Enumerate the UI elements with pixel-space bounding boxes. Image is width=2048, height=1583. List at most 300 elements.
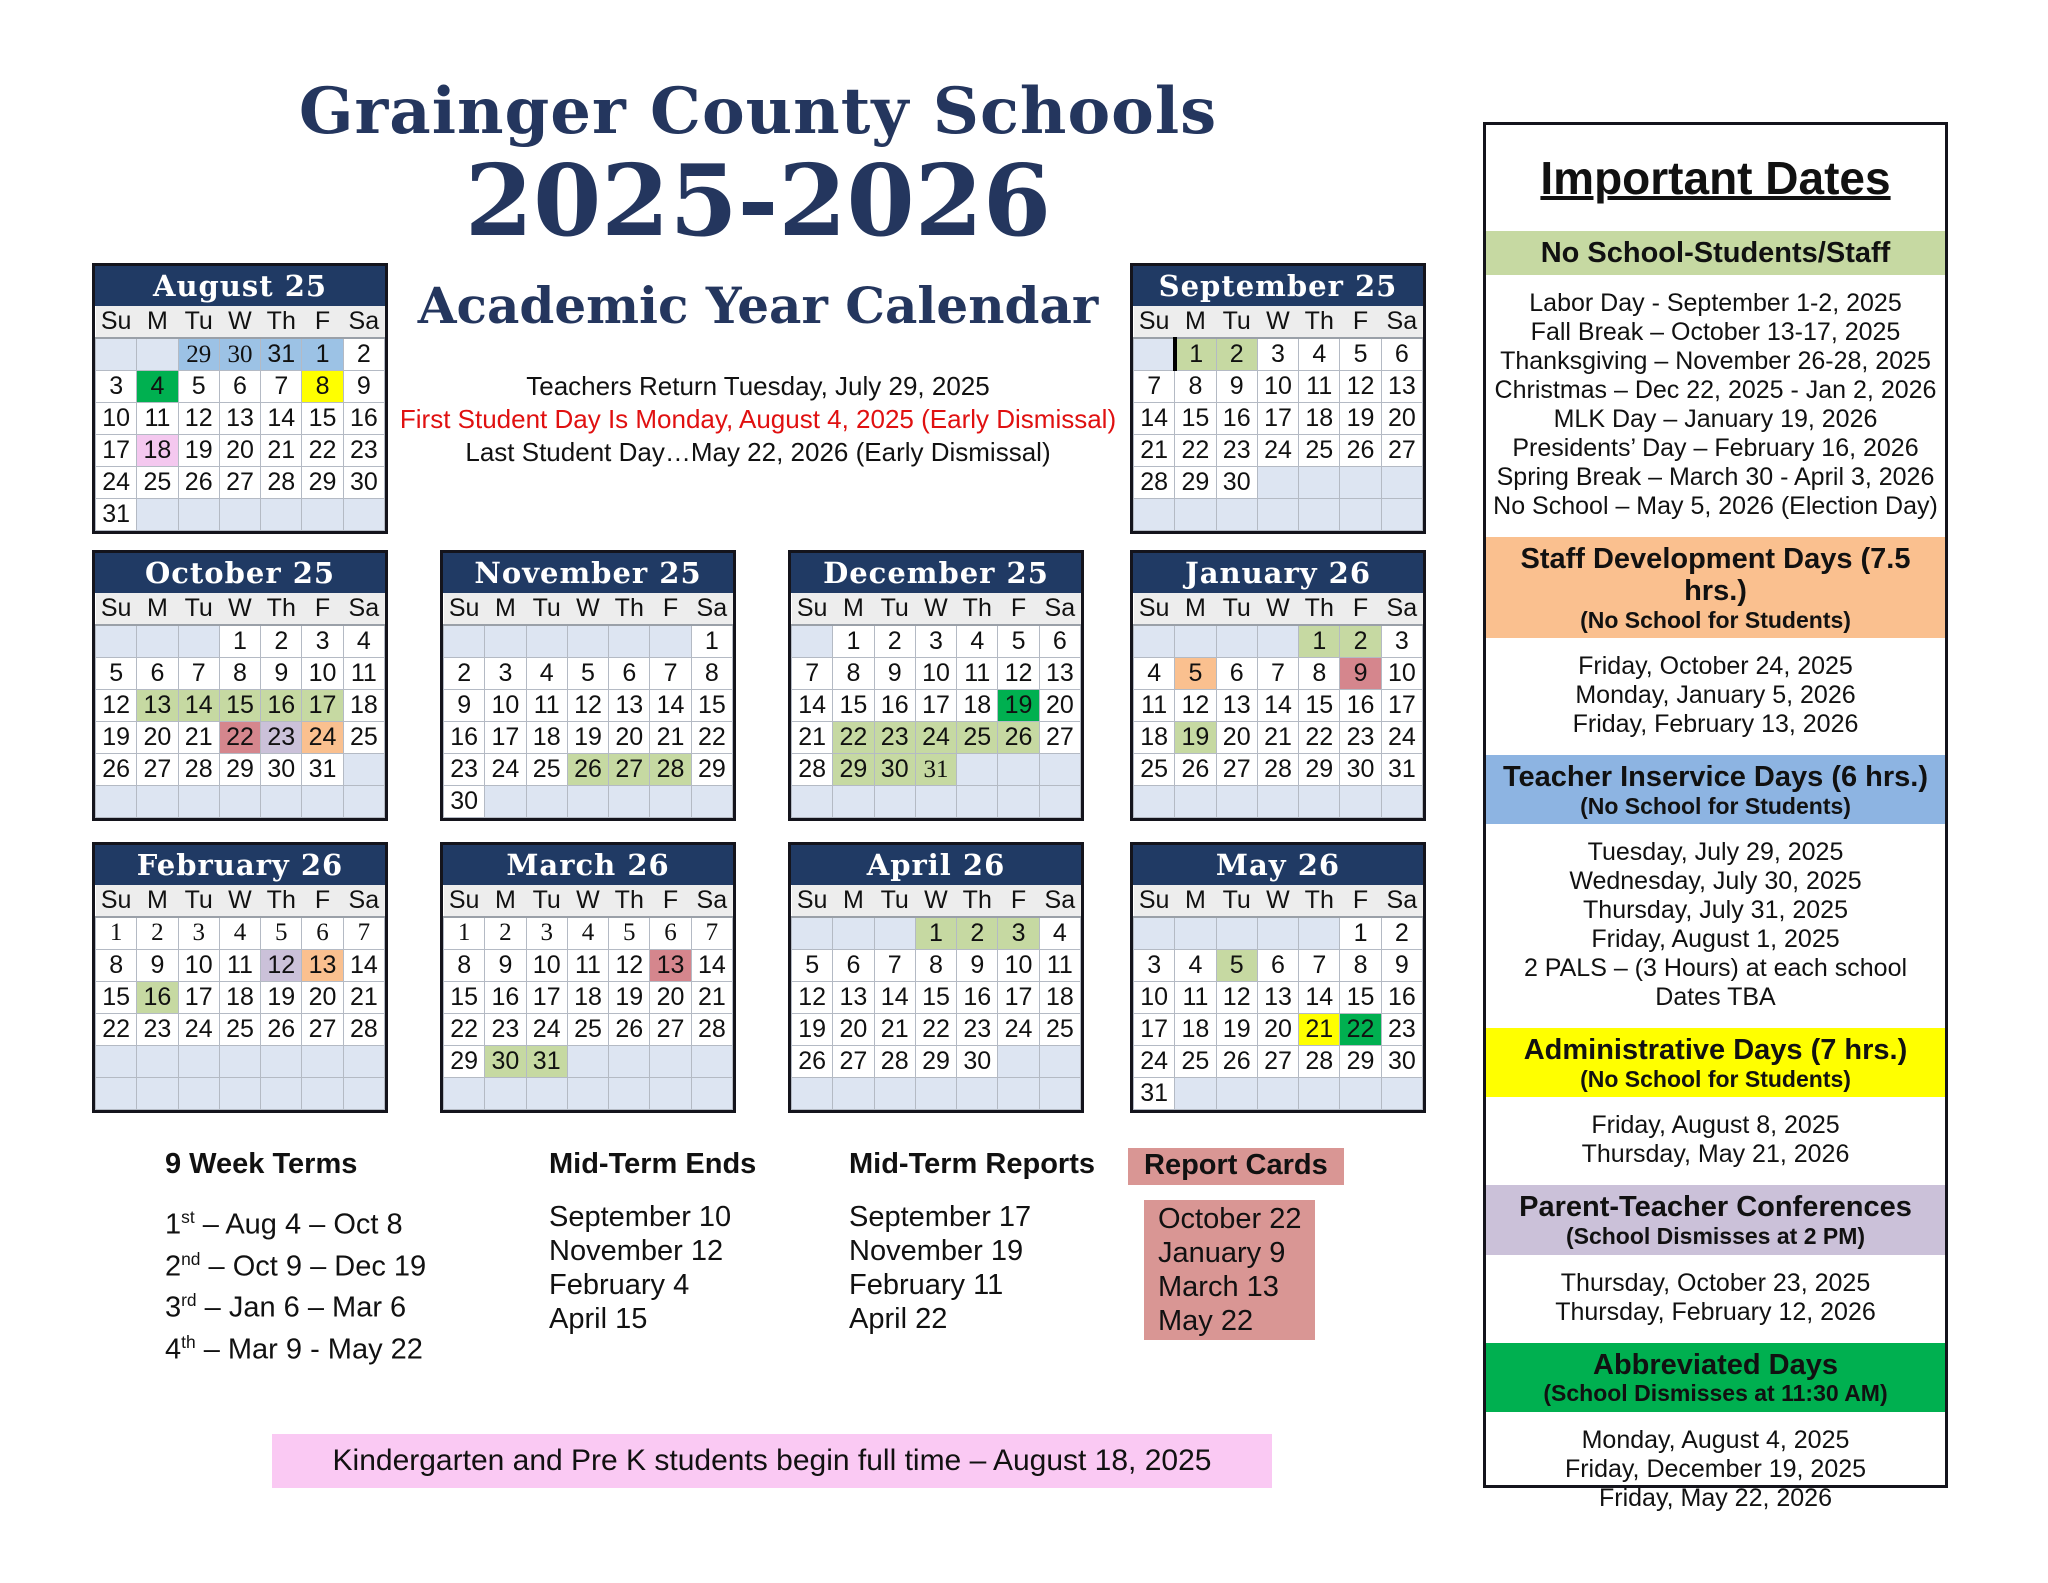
day-cell: 7	[650, 658, 691, 690]
day-cell: 19	[96, 722, 137, 754]
day-cell	[526, 1077, 567, 1109]
day-cell: 24	[526, 1013, 567, 1045]
weekday-row	[1134, 306, 1423, 338]
day-cell: 28	[650, 754, 691, 786]
day-cell	[567, 1045, 608, 1077]
day-cell: 12	[1340, 371, 1381, 403]
day-cell: 26	[567, 754, 608, 786]
day-cell: 29	[1340, 1046, 1381, 1078]
day-cell	[485, 1077, 526, 1109]
day-cell: 7	[792, 658, 833, 690]
day-cell	[1340, 1078, 1381, 1110]
weekday-label: F	[998, 885, 1039, 917]
week-row	[1134, 338, 1423, 371]
month-grid	[443, 885, 733, 1110]
day-cell	[1216, 625, 1257, 658]
day-cell: 10	[526, 949, 567, 981]
week-row	[96, 917, 385, 949]
day-cell: 26	[998, 722, 1039, 754]
day-cell: 16	[874, 690, 915, 722]
day-cell	[261, 1077, 302, 1109]
date-line: Thursday, February 12, 2026	[1555, 1297, 1876, 1326]
day-cell: 15	[1299, 690, 1340, 722]
day-cell: 16	[1340, 690, 1381, 722]
week-row	[1134, 435, 1423, 467]
day-cell: 4	[526, 658, 567, 690]
day-cell: 22	[1299, 722, 1340, 754]
day-cell: 15	[1175, 403, 1216, 435]
day-cell: 7	[178, 658, 219, 690]
day-cell: 24	[1257, 435, 1298, 467]
day-cell: 5	[261, 917, 302, 949]
day-cell: 9	[343, 371, 384, 403]
day-cell: 4	[1299, 338, 1340, 371]
term-line: 1st – Aug 4 – Oct 8	[165, 1207, 403, 1241]
week-row	[444, 949, 733, 981]
day-cell: 5	[1340, 338, 1381, 371]
sidebar-section-dates	[1492, 1111, 1939, 1169]
day-cell: 5	[609, 917, 650, 949]
day-cell: 12	[1175, 690, 1216, 722]
day-cell	[137, 1045, 178, 1077]
sidebar-section-title: Parent-Teacher Conferences	[1519, 1191, 1912, 1224]
weekday-label: F	[302, 885, 343, 917]
week-row	[1134, 982, 1423, 1014]
day-cell: 17	[1134, 1014, 1175, 1046]
weekday-label: Sa	[1039, 885, 1080, 917]
month-title: March 26	[443, 845, 733, 885]
day-cell: 18	[1175, 1014, 1216, 1046]
day-cell	[833, 917, 874, 950]
weekday-label: Su	[96, 885, 137, 917]
day-cell: 17	[302, 690, 343, 722]
day-cell: 27	[609, 754, 650, 786]
page-header	[0, 0, 1516, 259]
date-line: Friday, August 1, 2025	[1591, 925, 1840, 954]
day-cell: 27	[137, 754, 178, 786]
day-cell: 21	[650, 722, 691, 754]
day-cell	[485, 786, 526, 818]
day-cell: 24	[998, 1014, 1039, 1046]
day-cell: 23	[343, 435, 384, 467]
week-row	[96, 1077, 385, 1109]
day-cell: 16	[1381, 982, 1422, 1014]
day-cell: 7	[343, 917, 384, 949]
day-cell: 27	[1216, 754, 1257, 786]
day-cell	[444, 625, 485, 658]
day-cell	[1175, 625, 1216, 658]
weekday-label: F	[1340, 885, 1381, 917]
day-cell	[219, 499, 260, 531]
day-cell: 18	[526, 722, 567, 754]
day-cell: 6	[219, 371, 260, 403]
day-cell: 17	[96, 435, 137, 467]
weekday-label: F	[1340, 593, 1381, 625]
week-row	[96, 371, 385, 403]
day-cell: 27	[650, 1013, 691, 1045]
school-years: 2025-2026	[464, 144, 1052, 259]
weekday-label: Sa	[1039, 593, 1080, 625]
day-cell: 16	[343, 403, 384, 435]
day-cell: 10	[302, 658, 343, 690]
sidebar-section-dates	[1492, 652, 1939, 739]
day-cell: 23	[261, 722, 302, 754]
weekday-label: Sa	[1381, 593, 1422, 625]
day-cell: 14	[1299, 982, 1340, 1014]
day-cell: 19	[998, 690, 1039, 722]
day-cell: 3	[998, 917, 1039, 950]
weekday-label: Th	[261, 593, 302, 625]
weekday-label: W	[1257, 593, 1298, 625]
day-cell: 1	[444, 917, 485, 949]
month-grid	[791, 593, 1081, 818]
weekday-row	[792, 885, 1081, 917]
week-row	[96, 786, 385, 818]
day-cell	[1299, 499, 1340, 531]
day-cell: 7	[1134, 371, 1175, 403]
week-row	[96, 467, 385, 499]
week-row	[1134, 467, 1423, 499]
day-cell: 2	[343, 338, 384, 371]
day-cell: 31	[261, 338, 302, 371]
week-row	[792, 982, 1081, 1014]
weekday-label: Th	[957, 593, 998, 625]
day-cell	[1134, 338, 1175, 371]
day-cell	[691, 1045, 732, 1077]
day-cell: 11	[567, 949, 608, 981]
day-cell: 6	[1257, 950, 1298, 982]
date-line: March 13	[1158, 1271, 1279, 1303]
day-cell: 1	[1299, 625, 1340, 658]
weekday-row	[96, 885, 385, 917]
week-row	[96, 981, 385, 1013]
day-cell: 5	[178, 371, 219, 403]
weekday-label: Th	[1299, 593, 1340, 625]
day-cell: 18	[567, 981, 608, 1013]
week-row	[792, 1014, 1081, 1046]
weekday-label: Th	[609, 593, 650, 625]
day-cell: 8	[915, 950, 956, 982]
weekday-label: Su	[96, 306, 137, 338]
day-cell	[1299, 917, 1340, 950]
weekday-label: Sa	[1381, 306, 1422, 338]
day-cell: 22	[302, 435, 343, 467]
day-cell	[1257, 917, 1298, 950]
month-calendar-march-26	[440, 842, 736, 1113]
weekday-label: Sa	[343, 885, 384, 917]
date-line: 2 PALS – (3 Hours) at each school	[1523, 954, 1908, 983]
day-cell: 30	[1340, 754, 1381, 786]
day-cell: 30	[874, 754, 915, 786]
day-cell: 12	[261, 949, 302, 981]
week-row	[792, 1078, 1081, 1110]
day-cell: 14	[792, 690, 833, 722]
day-cell: 9	[1381, 950, 1422, 982]
day-cell	[957, 1078, 998, 1110]
month-calendar-november-25	[440, 550, 736, 821]
day-cell: 9	[874, 658, 915, 690]
date-line: September 10	[549, 1201, 732, 1233]
day-cell	[957, 754, 998, 786]
day-cell	[261, 786, 302, 818]
day-cell: 24	[1381, 722, 1422, 754]
day-cell: 3	[526, 917, 567, 949]
day-cell: 13	[137, 690, 178, 722]
day-cell: 28	[178, 754, 219, 786]
day-cell: 23	[1340, 722, 1381, 754]
day-cell: 9	[444, 690, 485, 722]
day-cell	[567, 625, 608, 658]
month-title: February 26	[95, 845, 385, 885]
weekday-row	[96, 593, 385, 625]
day-cell: 11	[1039, 950, 1080, 982]
day-cell	[1134, 917, 1175, 950]
day-cell: 23	[1216, 435, 1257, 467]
day-cell	[609, 1077, 650, 1109]
weekday-label: F	[1340, 306, 1381, 338]
first-student-day-line: First Student Day Is Monday, August 4, 2025 (Early Dismissal)	[399, 404, 1117, 434]
date-line: May 22	[1158, 1305, 1254, 1337]
day-cell: 5	[567, 658, 608, 690]
day-cell	[219, 1077, 260, 1109]
day-cell: 25	[1134, 754, 1175, 786]
week-row	[1134, 658, 1423, 690]
day-cell: 19	[792, 1014, 833, 1046]
day-cell: 1	[691, 625, 732, 658]
day-cell	[792, 625, 833, 658]
day-cell: 21	[343, 981, 384, 1013]
weekday-label: Tu	[178, 593, 219, 625]
day-cell	[178, 786, 219, 818]
day-cell: 15	[96, 981, 137, 1013]
day-cell: 13	[1381, 371, 1422, 403]
day-cell: 4	[1134, 658, 1175, 690]
day-cell: 5	[998, 625, 1039, 658]
day-cell: 8	[302, 371, 343, 403]
day-cell	[792, 917, 833, 950]
day-cell: 7	[261, 371, 302, 403]
day-cell: 21	[691, 981, 732, 1013]
day-cell	[567, 786, 608, 818]
sidebar-section-header	[1486, 231, 1945, 275]
weekday-label: W	[567, 593, 608, 625]
day-cell: 4	[219, 917, 260, 949]
day-cell: 21	[792, 722, 833, 754]
week-row	[96, 435, 385, 467]
weekday-label: Th	[261, 306, 302, 338]
day-cell: 14	[1134, 403, 1175, 435]
day-cell	[302, 1045, 343, 1077]
day-cell: 16	[137, 981, 178, 1013]
day-cell	[957, 786, 998, 818]
week-row	[792, 658, 1081, 690]
weekday-label: W	[1257, 885, 1298, 917]
month-calendar-may-26	[1130, 842, 1426, 1113]
day-cell: 6	[833, 950, 874, 982]
day-cell	[1299, 467, 1340, 499]
weekday-label: Su	[1134, 306, 1175, 338]
day-cell: 26	[1175, 754, 1216, 786]
date-line: January 9	[1158, 1237, 1286, 1269]
weekday-label: Th	[1299, 885, 1340, 917]
weekday-label: Sa	[343, 306, 384, 338]
month-calendar-september-25	[1130, 263, 1426, 534]
weekday-label: F	[302, 306, 343, 338]
week-row	[444, 786, 733, 818]
day-cell	[302, 499, 343, 531]
day-cell: 1	[1175, 338, 1216, 371]
day-cell: 31	[1134, 1078, 1175, 1110]
day-cell: 20	[1216, 722, 1257, 754]
sidebar-section-dates	[1492, 838, 1939, 1012]
day-cell: 15	[691, 690, 732, 722]
sidebar-section-title: Staff Development Days (7.5 hrs.)	[1520, 542, 1911, 607]
day-cell: 17	[915, 690, 956, 722]
weekday-label: W	[915, 593, 956, 625]
day-cell	[1381, 499, 1422, 531]
day-cell	[1381, 467, 1422, 499]
date-line: Friday, February 13, 2026	[1572, 709, 1859, 738]
day-cell	[96, 625, 137, 658]
day-cell: 1	[1340, 917, 1381, 950]
week-row	[1134, 371, 1423, 403]
day-cell: 25	[1175, 1046, 1216, 1078]
day-cell: 9	[485, 949, 526, 981]
day-cell	[998, 754, 1039, 786]
week-row	[96, 403, 385, 435]
week-row	[1134, 1014, 1423, 1046]
day-cell: 7	[691, 917, 732, 949]
day-cell: 2	[485, 917, 526, 949]
day-cell: 9	[1340, 658, 1381, 690]
day-cell: 19	[1216, 1014, 1257, 1046]
midterm-ends-list	[549, 1200, 731, 1336]
day-cell: 1	[302, 338, 343, 371]
day-cell: 3	[178, 917, 219, 949]
day-cell: 29	[444, 1045, 485, 1077]
day-cell: 20	[137, 722, 178, 754]
weekday-label: M	[485, 885, 526, 917]
day-cell: 10	[1257, 371, 1298, 403]
weekday-label: M	[137, 306, 178, 338]
day-cell: 12	[178, 403, 219, 435]
week-row	[96, 949, 385, 981]
weekday-label: F	[302, 593, 343, 625]
week-row	[1134, 786, 1423, 818]
day-cell: 23	[444, 754, 485, 786]
day-cell: 20	[1039, 690, 1080, 722]
day-cell: 1	[96, 917, 137, 949]
midterm-ends-column	[549, 1148, 757, 1335]
day-cell: 11	[137, 403, 178, 435]
weekday-row	[96, 306, 385, 338]
day-cell	[650, 1077, 691, 1109]
day-cell: 2	[957, 917, 998, 950]
weekday-label: F	[650, 885, 691, 917]
day-cell: 2	[1340, 625, 1381, 658]
day-cell: 11	[526, 690, 567, 722]
month-calendar-january-26	[1130, 550, 1426, 821]
day-cell: 21	[1134, 435, 1175, 467]
day-cell: 14	[178, 690, 219, 722]
week-row	[1134, 499, 1423, 531]
day-cell: 22	[96, 1013, 137, 1045]
week-row	[96, 499, 385, 531]
calendar-subtitle: Academic Year Calendar	[417, 276, 1099, 335]
day-cell: 12	[998, 658, 1039, 690]
day-cell	[1175, 499, 1216, 531]
day-cell	[874, 1078, 915, 1110]
weekday-label: W	[219, 306, 260, 338]
day-cell: 14	[650, 690, 691, 722]
day-cell: 8	[833, 658, 874, 690]
weekday-label: Su	[444, 593, 485, 625]
month-title: August 25	[95, 266, 385, 306]
terms-heading: 9 Week Terms	[165, 1148, 358, 1180]
date-line: MLK Day – January 19, 2026	[1553, 404, 1878, 433]
weekday-label: Tu	[526, 885, 567, 917]
date-line: Tuesday, July 29, 2025	[1587, 838, 1844, 867]
week-row	[1134, 1046, 1423, 1078]
day-cell: 23	[874, 722, 915, 754]
day-cell: 8	[1340, 950, 1381, 982]
nine-week-terms-column	[165, 1148, 427, 1366]
day-cell: 19	[609, 981, 650, 1013]
day-cell	[219, 1045, 260, 1077]
day-cell	[609, 1045, 650, 1077]
day-cell: 3	[302, 625, 343, 658]
date-line: November 19	[849, 1235, 1024, 1267]
day-cell: 6	[137, 658, 178, 690]
sidebar-section-title: Abbreviated Days	[1593, 1348, 1838, 1381]
day-cell	[178, 625, 219, 658]
weekday-label: Su	[1134, 885, 1175, 917]
day-cell	[1175, 917, 1216, 950]
sidebar-sections	[1486, 231, 1945, 1513]
day-cell: 24	[302, 722, 343, 754]
week-row	[96, 722, 385, 754]
day-cell	[915, 786, 956, 818]
weekday-label: Tu	[178, 885, 219, 917]
sidebar-section-header	[1486, 537, 1945, 638]
day-cell	[1216, 499, 1257, 531]
day-cell	[1299, 1078, 1340, 1110]
week-row	[444, 1013, 733, 1045]
month-grid	[95, 306, 385, 531]
day-cell	[219, 786, 260, 818]
day-cell	[833, 786, 874, 818]
sidebar-section-header	[1486, 1185, 1945, 1254]
day-cell: 22	[691, 722, 732, 754]
weekday-label: W	[915, 885, 956, 917]
day-cell: 12	[1216, 982, 1257, 1014]
day-cell: 15	[833, 690, 874, 722]
day-cell: 31	[1381, 754, 1422, 786]
midterm-reports-list	[849, 1200, 1031, 1336]
day-cell: 26	[792, 1046, 833, 1078]
day-cell	[998, 1078, 1039, 1110]
day-cell	[526, 625, 567, 658]
day-cell: 20	[1381, 403, 1422, 435]
day-cell: 14	[1257, 690, 1298, 722]
day-cell: 28	[1299, 1046, 1340, 1078]
day-cell: 21	[1257, 722, 1298, 754]
date-line: Dates TBA	[1655, 983, 1776, 1012]
day-cell	[137, 499, 178, 531]
day-cell	[1340, 499, 1381, 531]
month-calendar-april-26	[788, 842, 1084, 1113]
day-cell: 26	[261, 1013, 302, 1045]
